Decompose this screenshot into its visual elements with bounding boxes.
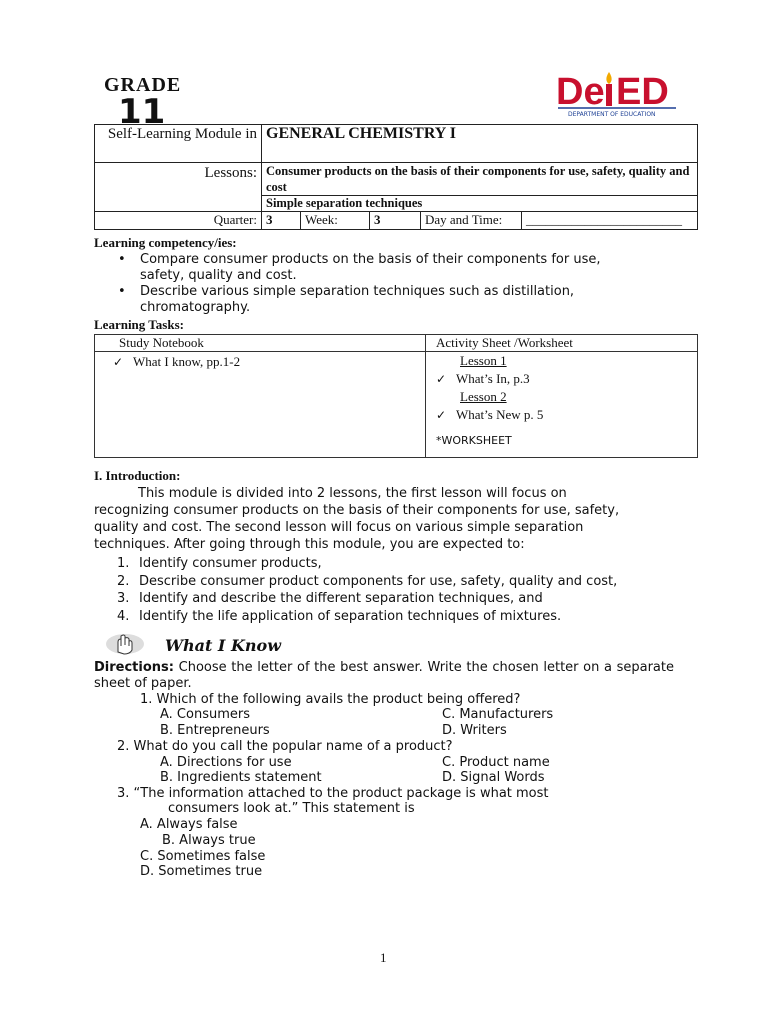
- lesson-2-title: Simple separation techniques: [262, 196, 698, 212]
- question-3-cont: consumers look at.” This statement is: [168, 801, 415, 816]
- lesson-1-link: Lesson 1: [460, 353, 507, 368]
- module-value: GENERAL CHEMISTRY I: [262, 125, 698, 163]
- lesson-2-link: Lesson 2: [460, 389, 507, 404]
- study-notebook-header: Study Notebook: [95, 335, 426, 352]
- competency-item: • Compare consumer products on the basis of their components for use, safety, quality and cost.: [118, 252, 601, 283]
- quarter-value: 3: [262, 212, 301, 230]
- list-item: 2. Describe consumer product components for use, safety, quality and cost,: [117, 573, 618, 589]
- directions: [94, 660, 674, 692]
- option: C. Manufacturers: [442, 707, 554, 722]
- week-value: 3: [370, 212, 421, 230]
- svg-text:ED: ED: [616, 71, 669, 113]
- directions-label: Directions:: [94, 660, 174, 675]
- option: A. Directions for use: [160, 755, 292, 770]
- what-i-know-title: What I Know: [165, 636, 281, 655]
- lesson-2-item: What’s New p. 5: [456, 407, 544, 422]
- torch-icon: [606, 72, 612, 106]
- grade-number: 11: [118, 92, 166, 132]
- module-info-table: [94, 124, 698, 230]
- svg-text:De: De: [556, 71, 605, 113]
- worksheet-label: *WORKSHEET: [436, 434, 512, 447]
- intro-paragraph: This module is divided into 2 lessons, the first lesson will focus on recognizing consumer products on the basis of their components for use, safety, quality and cost. The second lesson will focus on various simple separation techniques. After going through this module, you are expected to:: [94, 486, 620, 552]
- week-label: Week:: [301, 212, 370, 230]
- option: D. Writers: [442, 723, 507, 738]
- intro-heading: I. Introduction:: [94, 468, 181, 483]
- option: C. Product name: [442, 755, 550, 770]
- notebook-item: What I know, pp.1-2: [133, 354, 241, 369]
- option: C. Sometimes false: [140, 849, 266, 864]
- directions-text: Choose the letter of the best answer. Write the chosen letter on a separate sheet of paper.: [94, 660, 674, 691]
- list-item: 4. Identify the life application of separation techniques of mixtures.: [117, 608, 562, 624]
- lessons-label: Lessons:: [95, 163, 262, 212]
- logo-subtext: DEPARTMENT OF EDUCATION: [568, 111, 656, 118]
- check-icon: ✓: [436, 408, 447, 422]
- deped-logo: [556, 68, 678, 118]
- tasks-heading: Learning Tasks:: [94, 317, 184, 332]
- hand-pointer-icon: [104, 632, 146, 656]
- check-icon: ✓: [436, 372, 447, 386]
- daytime-value: ________________________: [522, 212, 698, 230]
- bullet-icon: •: [118, 252, 126, 267]
- option: A. Consumers: [160, 707, 250, 722]
- option: B. Ingredients statement: [160, 770, 322, 785]
- module-label: Self-Learning Module in: [95, 125, 262, 163]
- lesson-1-title: Consumer products on the basis of their components for use, safety, quality and cost: [262, 163, 698, 196]
- option: A. Always false: [140, 817, 238, 832]
- page-number: 1: [380, 950, 387, 965]
- check-icon: ✓: [113, 355, 124, 369]
- list-item: 3. Identify and describe the different separation techniques, and: [117, 591, 543, 606]
- competency-heading: Learning competency/ies:: [94, 235, 237, 250]
- option: D. Sometimes true: [140, 864, 263, 879]
- option: B. Always true: [162, 833, 256, 848]
- option: D. Signal Words: [442, 770, 545, 785]
- learning-tasks-table: [94, 334, 698, 458]
- lesson-1-item: What’s In, p.3: [456, 371, 530, 386]
- bullet-icon: •: [118, 284, 126, 299]
- daytime-label: Day and Time:: [421, 212, 522, 230]
- quarter-label: Quarter:: [95, 212, 262, 230]
- question-1: 1. Which of the following avails the product being offered?: [140, 692, 521, 707]
- activity-sheet-header: Activity Sheet /Worksheet: [426, 335, 698, 352]
- question-3: 3. “The information attached to the product package is what most: [117, 786, 549, 801]
- list-item: 1. Identify consumer products,: [117, 556, 322, 571]
- option: B. Entrepreneurs: [160, 723, 270, 738]
- question-2: 2. What do you call the popular name of a product?: [117, 739, 453, 754]
- competency-item: • Describe various simple separation techniques such as distillation, chromatography.: [118, 284, 575, 315]
- intro-list: [117, 555, 677, 625]
- grade-label: GRADE: [104, 74, 182, 96]
